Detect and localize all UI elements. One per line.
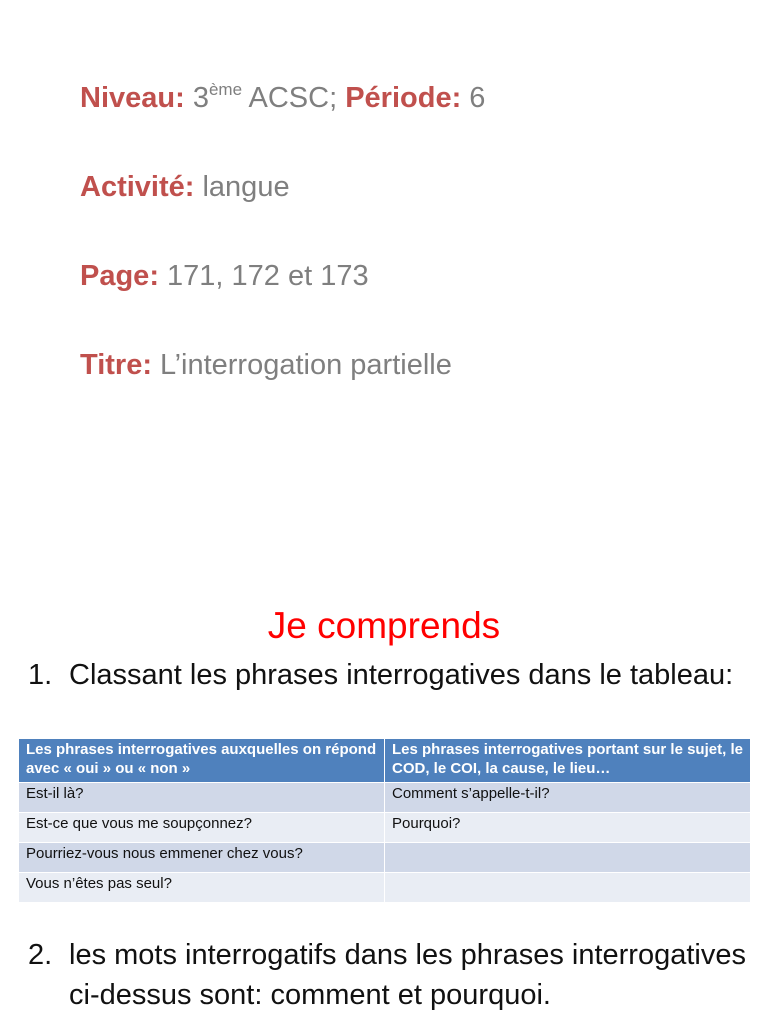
table-cell: Pourquoi? xyxy=(385,813,751,843)
periode-label: Période: xyxy=(345,82,462,114)
activite-value: langue xyxy=(202,171,290,203)
table-row xyxy=(19,873,751,903)
question-2-number: 2. xyxy=(28,939,53,971)
question-1-number: 1. xyxy=(28,659,53,691)
niveau-value: 3ème ACSC; xyxy=(192,80,338,114)
table-cell xyxy=(385,843,751,873)
table-cell: Comment s’appelle-t-il? xyxy=(385,783,751,813)
question-1-text: Classant les phrases interrogatives dans le tableau: xyxy=(69,659,734,691)
table-row xyxy=(19,783,751,813)
periode-value: 6 xyxy=(469,82,486,114)
table-row xyxy=(19,813,751,843)
table-header-partial: Les phrases interrogatives portant sur le sujet, le COD, le COI, la cause, le lieu… xyxy=(385,739,751,783)
table-header-row xyxy=(19,739,751,783)
titre-label: Titre: xyxy=(80,349,152,381)
table-cell xyxy=(385,873,751,903)
titre-line xyxy=(80,347,452,383)
activite-line xyxy=(80,169,290,205)
table-cell: Pourriez-vous nous emmener chez vous? xyxy=(19,843,385,873)
table-row xyxy=(19,843,751,873)
page-label: Page: xyxy=(80,260,159,292)
page-value: 171, 172 et 173 xyxy=(167,260,369,292)
niveau-line xyxy=(80,80,485,116)
page-line xyxy=(80,258,369,294)
niveau-label: Niveau: xyxy=(80,82,185,114)
question-2 xyxy=(28,935,748,1015)
table-cell: Est-il là? xyxy=(19,783,385,813)
titre-value: L’interrogation partielle xyxy=(160,349,452,381)
question-2-text: les mots interrogatifs dans les phrases interrogatives ci-dessus sont: comment et pourquoi. xyxy=(69,939,746,1011)
question-1 xyxy=(28,655,748,695)
section-heading: Je comprends xyxy=(267,605,501,646)
classification-table xyxy=(18,738,751,903)
activite-label: Activité: xyxy=(80,171,195,203)
table-header-yes-no: Les phrases interrogatives auxquelles on répond avec « oui » ou « non » xyxy=(19,739,385,783)
table-cell: Est-ce que vous me soupçonnez? xyxy=(19,813,385,843)
table-cell: Vous n’êtes pas seul? xyxy=(19,873,385,903)
